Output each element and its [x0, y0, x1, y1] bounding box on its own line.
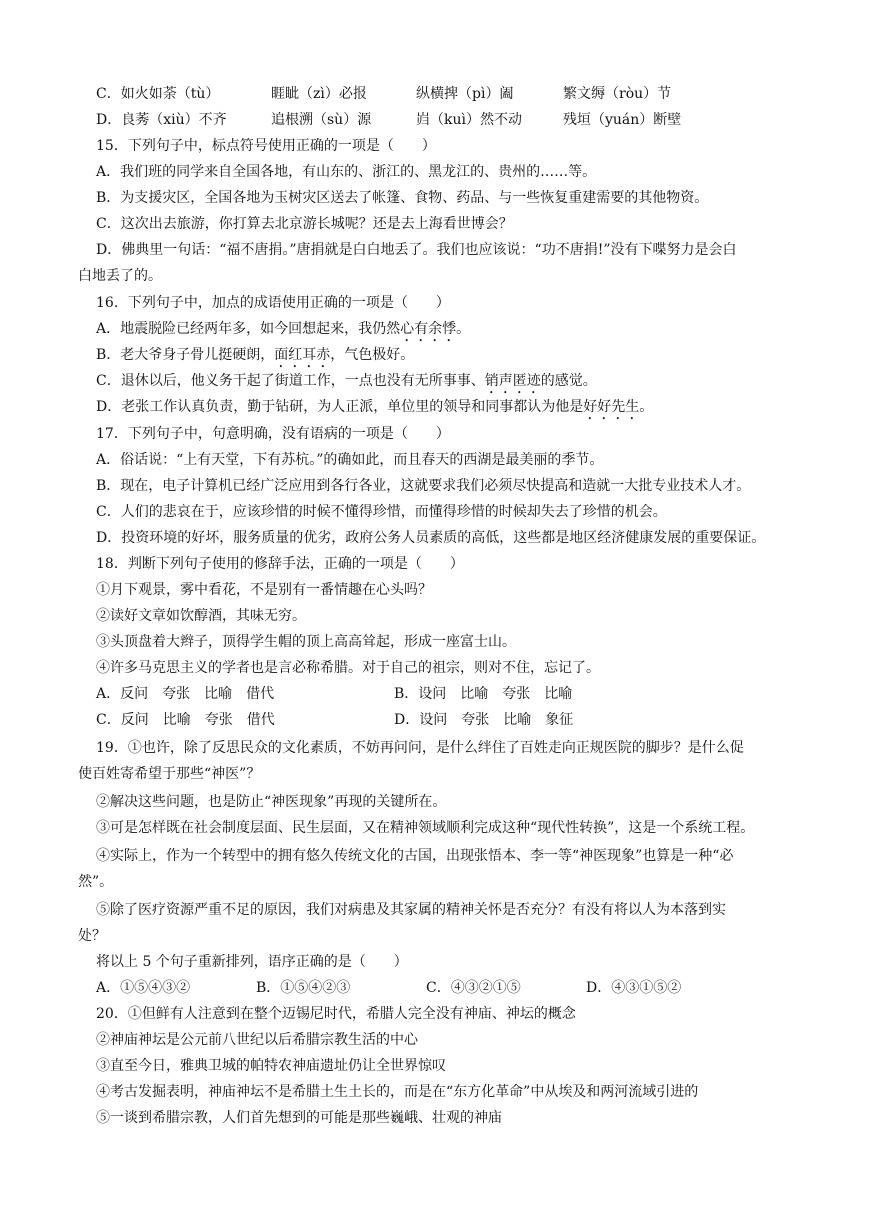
question-15-option-b: B．为支援灾区，全国各地为玉树灾区送去了帐篷、食物、药品、与一些恢复重建需要的其他物资。: [96, 190, 709, 206]
option-segment: B．设问 比喻 夸张 比喻: [394, 686, 573, 702]
question-16-option-c: [96, 371, 597, 397]
question-15-stem: 15．下列句子中，标点符号使用正确的一项是（ ）: [96, 138, 436, 154]
question-18-sentence-3: ③头顶盘着大辫子，顶得学生帽的顶上高高耸起，形成一座富士山。: [96, 634, 516, 650]
option-text: C．退休以后，他义务干起了街道工作，一点也没有无所事事、: [96, 373, 485, 389]
question-16-stem: 16．下列句子中，加点的成语使用正确的一项是（ ）: [96, 295, 450, 311]
question-20-sentence-3: ③直至今日，雅典卫城的帕特农神庙遗址仍让全世界惊叹: [96, 1058, 446, 1074]
option-segment: 睚眦（zì）必报: [271, 86, 367, 102]
question-15-option-d: D．佛典里一句话：“福不唐捐。”唐捐就是白白地丢了。我们也应该说：“功不唐捐!”没有下喋努力是会白: [96, 242, 737, 258]
question-17-option-c: C．人们的悲哀在于，应该珍惜的时候不懂得珍惜，而懂得珍惜的时候却失去了珍惜的机会。: [96, 504, 667, 520]
question-20-sentence-4: ④考古发掘表明，神庙神坛不是希腊土生土长的，而是在“东方化革命”中从埃及和两河流域引进的: [96, 1084, 699, 1100]
question-17-stem: 17．下列句子中，句意明确，没有语病的一项是（ ）: [96, 426, 450, 442]
option-segment: 岿（kuì）然不动: [416, 112, 522, 128]
question-16-option-b: [96, 345, 414, 371]
option-text: 的感觉。: [540, 373, 597, 389]
option-segment: 残垣（yuán）断壁: [563, 112, 682, 128]
option-segment: D．④③①⑤②: [586, 980, 682, 996]
option-text: 。: [456, 321, 471, 337]
question-16-option-d: [96, 397, 653, 423]
emphasized-idiom: 心有余悸: [400, 321, 457, 337]
emphasized-idiom: 好好先生: [583, 399, 640, 415]
option-text: B．老大爷身子骨儿挺硬朗，: [96, 347, 275, 363]
question-15-option-d-cont: 白地丢了的。: [78, 268, 162, 284]
option-text: ，气色极好。: [330, 347, 415, 363]
question-15-option-c: C．这次出去旅游，你打算去北京游长城呢？还是去上海看世博会？: [96, 216, 513, 232]
option-segment: B．①⑤④②③: [256, 980, 351, 996]
question-20-sentence-5: ⑤一谈到希腊宗教，人们首先想到的可能是那些巍峨、壮观的神庙: [96, 1110, 502, 1126]
option-segment: C．④③②①⑤: [426, 980, 521, 996]
option-text: 。: [639, 399, 654, 415]
question-20-sentence-2: ②神庙神坛是公元前八世纪以后希腊宗教生活的中心: [96, 1032, 418, 1048]
question-18-stem: 18．判断下列句子使用的修辞手法，正确的一项是（ ）: [96, 556, 464, 572]
option-segment: D．良莠（xiù）不齐: [96, 112, 227, 128]
question-17-option-b: B．现在，电子计算机已经广泛应用到各行各业，这就要求我们必须尽快提高和造就一大批专业技术人才。: [96, 478, 751, 494]
question-19-sentence-5-cont: 处？: [78, 928, 106, 944]
question-19-sentence-1: 19．①也许，除了反思民众的文化素质，不妨再问问，是什么绊住了百姓走向正规医院的脚步？是什么促: [96, 740, 744, 756]
question-19-sentence-2: ②解决这些问题，也是防止“神医现象”再现的关键所在。: [96, 794, 447, 810]
question-17-option-a: A．俗话说：“上有天堂，下有苏杭。”的确如此，而且春天的西湖是最美丽的季节。: [96, 452, 604, 468]
option-segment: 纵横捭（pì）阖: [416, 86, 514, 102]
option-segment: 繁文缛（ròu）节: [563, 86, 672, 102]
question-19-sentence-5: ⑤除了医疗资源严重不足的原因，我们对病患及其家属的精神关怀是否充分？有没有将以人为本落到实: [96, 902, 726, 918]
question-18-sentence-1: ①月下观景，雾中看花，不是别有一番情趣在心头吗？: [96, 582, 432, 598]
option-segment: 追根溯（sù）源: [271, 112, 372, 128]
emphasized-idiom: 销声匿迹: [484, 373, 541, 389]
option-segment: D．设问 夸张 比喻 象征: [394, 712, 574, 728]
question-15-option-a: A．我们班的同学来自全国各地，有山东的、浙江的、黑龙江的、贵州的……等。: [96, 164, 597, 180]
question-18-sentence-2: ②读好文章如饮醇酒，其味无穷。: [96, 608, 306, 624]
option-text: A．地震脱险已经两年多，如今回想起来，我仍然: [96, 321, 401, 337]
question-17-option-d: D．投资环境的好坏，服务质量的优劣，政府公务人员素质的高低，这些都是地区经济健康发展的重要保证。: [96, 530, 766, 546]
question-16-option-a: [96, 319, 470, 345]
question-19-sentence-4-cont: 然”。: [78, 874, 114, 890]
question-19-sentence-4: ④实际上，作为一个转型中的拥有悠久传统文化的古国，出现张悟本、李一等“神医现象”也算是一种“必: [96, 848, 734, 864]
option-segment: A．反问 夸张 比喻 借代: [96, 686, 275, 702]
option-text: D．老张工作认真负责，勤于钻研，为人正派，单位里的领导和同事都认为他是: [96, 399, 584, 415]
question-19-sentence-3: ③可是怎样既在社会制度层面、民生层面，又在精神领域顺利完成这种“现代性转换”，这是一个系统工程。: [96, 820, 755, 836]
option-segment: A．①⑤④③②: [96, 980, 191, 996]
question-19-sentence-1-cont: 使百姓寄希望于那些“神医”？: [78, 766, 261, 782]
question-19-stem: 将以上 5 个句子重新排列，语序正确的是（ ）: [96, 954, 408, 970]
question-20-sentence-1: 20．①但鲜有人注意到在整个迈锡尼时代，希腊人完全没有神庙、神坛的概念: [96, 1006, 576, 1022]
emphasized-idiom: 面红耳赤: [274, 347, 331, 363]
option-segment: C．如火如荼（tù）: [96, 86, 220, 102]
option-segment: C．反问 比喻 夸张 借代: [96, 712, 275, 728]
question-18-sentence-4: ④许多马克思主义的学者也是言必称希腊。对于自己的祖宗，则对不住，忘记了。: [96, 660, 600, 676]
